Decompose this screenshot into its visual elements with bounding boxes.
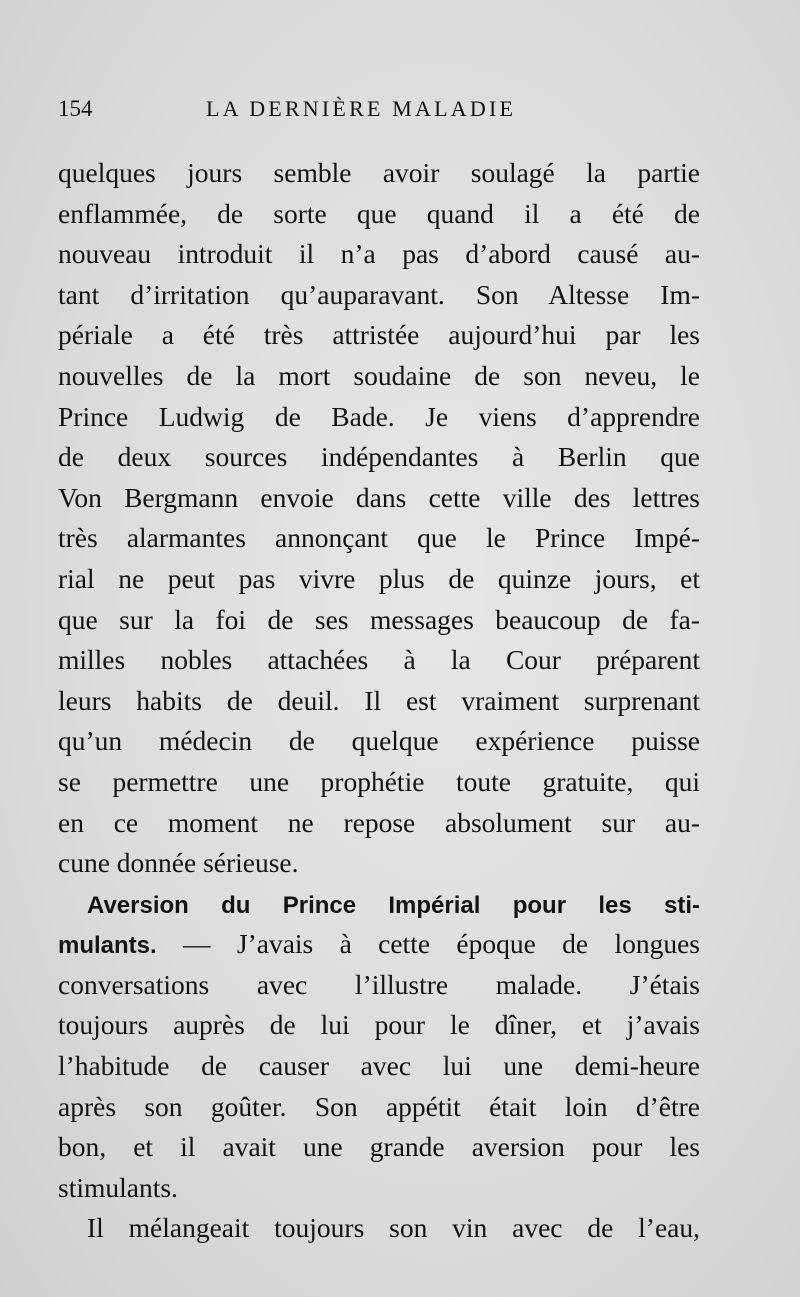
text-line: Il mélangeait toujours son vin avec de l’eau, (87, 1212, 700, 1244)
text-line: après son goûter. Son appétit était loin d’être (58, 1090, 700, 1122)
text-line: Von Bergmann envoie dans cette ville des lettres (58, 481, 700, 513)
text-line: très alarmantes annonçant que le Prince Impé- (58, 522, 700, 554)
text-line: en ce moment ne repose absolument sur au- (58, 806, 700, 838)
section-heading-continued: mulants. (58, 932, 157, 960)
text-line: se permettre une prophétie toute gratuite, qui (58, 765, 700, 797)
text-line: qu’un médecin de quelque expérience puisse (58, 725, 700, 757)
text-line: Prince Ludwig de Bade. Je viens d’apprendre (58, 400, 700, 432)
body-text (58, 153, 700, 1249)
text-line: toujours auprès de lui pour le dîner, et j’avais (58, 1009, 700, 1041)
text-line: conversations avec l’illustre malade. J’étais (58, 968, 700, 1000)
text-span: — J’avais à cette époque de longues (156, 928, 700, 960)
section-heading-line (58, 884, 700, 925)
text-line: que sur la foi de ses messages beaucoup de fa- (58, 603, 700, 635)
text-line: stimulants. (58, 1171, 178, 1203)
text-line: quelques jours semble avoir soulagé la partie (58, 157, 700, 188)
text-line: milles nobles attachées à la Cour préparent (58, 644, 700, 676)
page-number: 154 (58, 96, 93, 121)
running-title: LA DERNIÈRE MALADIE (206, 96, 517, 121)
text-line (58, 924, 700, 965)
text-line: périale a été très attristée aujourd’hui par les (58, 319, 700, 351)
text-line: leurs habits de deuil. Il est vraiment surprenant (58, 684, 700, 716)
text-line: rial ne peut pas vivre plus de quinze jours, et (58, 562, 700, 594)
text-line: nouveau introduit il n’a pas d’abord causé au- (58, 238, 700, 270)
text-line: l’habitude de causer avec lui une demi-heure (58, 1050, 700, 1082)
text-line: tant d’irritation qu’auparavant. Son Altesse Im- (58, 278, 700, 310)
text-line: de deux sources indépendantes à Berlin que (58, 441, 700, 473)
text-line: nouvelles de la mort soudaine de son neveu, le (58, 359, 700, 391)
text-line: bon, et il avait une grande aversion pour les (58, 1131, 700, 1163)
section-heading: Aversion du Prince Impérial pour les sti- (87, 891, 700, 919)
page-header (58, 96, 700, 136)
text-line: enflammée, de sorte que quand il a été de (58, 197, 700, 229)
text-line: cune donnée sérieuse. (58, 847, 299, 879)
